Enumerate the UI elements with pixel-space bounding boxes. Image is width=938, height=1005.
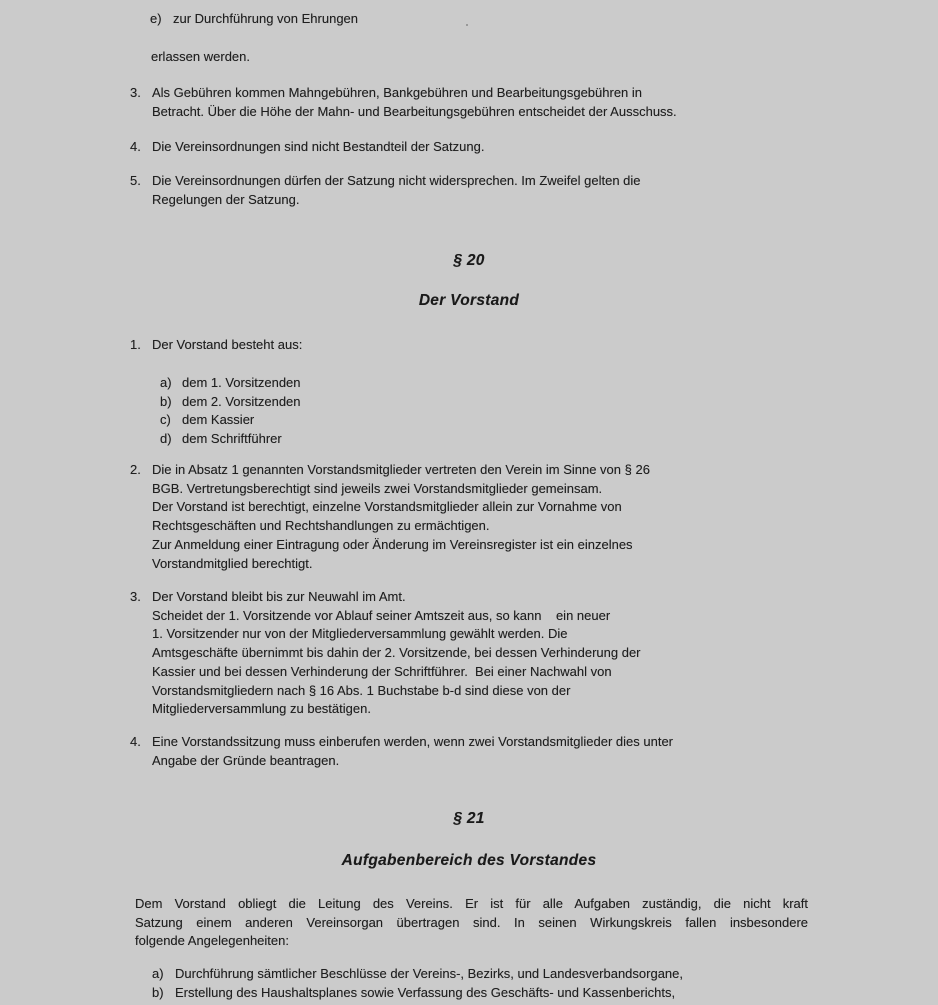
section-21-title: Aufgabenbereich des Vorstandes [341,852,597,869]
list-marker: c) [160,412,171,428]
list-marker: d) [160,431,172,447]
text-line: Dem Vorstand obliegt die Leitung des Vereins. Er ist für alle Aufgaben zuständig, die nicht kraft [135,896,808,911]
text-line: Vorstandmitglied berechtigt. [152,555,313,571]
list-marker: 4. [130,139,141,154]
list-item-5 [130,172,920,209]
list-item-4-meeting [130,733,920,770]
list-marker: 5. [130,173,141,188]
text-line: Der Vorstand ist berechtigt, einzelne Vorstandsmitglieder allein zur Vornahme von [152,499,622,515]
sub-item-d [160,430,301,449]
text-line: Regelungen der Satzung. [152,191,300,207]
list-item-4 [130,138,920,157]
text-line: Erstellung des Haushaltsplanes sowie Verfassung des Geschäfts- und Kassenberichts, [175,985,676,1000]
sub-item-21-a [152,965,932,984]
list-marker: a) [152,966,164,981]
text-line: Der Vorstand besteht aus: [152,337,303,352]
text-line: Scheidet der 1. Vorsitzende vor Ablauf seiner Amtszeit aus, so kann ein neuer [152,607,611,623]
list-item-3-term [130,588,920,719]
text-line: Als Gebühren kommen Mahngebühren, Bankgebühren und Bearbeitungsgebühren in [152,85,643,100]
text-line: Vorstandsmitgliedern nach § 16 Abs. 1 Buchstabe b-d sind diese von der [152,682,571,698]
list-marker: 1. [130,337,141,352]
list-marker: e) [150,11,162,26]
text-line: Betracht. Über die Höhe der Mahn- und Bearbeitungsgebühren entscheidet der Ausschuss. [152,103,677,119]
section-20-title: Der Vorstand [418,292,520,309]
closing-line: erlassen werden. [151,49,250,64]
list-marker: 4. [130,734,141,749]
text-line: dem 1. Vorsitzenden [182,375,301,390]
list-marker: a) [160,375,172,390]
list-marker: b) [160,393,172,409]
list-marker: 2. [130,462,141,477]
list-marker: 3. [130,589,141,604]
text-line: Angabe der Gründe beantragen. [152,752,340,768]
text-line: Die Vereinsordnungen dürfen der Satzung nicht widersprechen. Im Zweifel gelten die [152,173,641,188]
text-line: BGB. Vertretungsberechtigt sind jeweils zwei Vorstandsmitglieder gemeinsam. [152,480,603,496]
text-line: Eine Vorstandssitzung muss einberufen werden, wenn zwei Vorstandsmitglieder dies unter [152,734,674,749]
list-marker: 3. [130,85,141,100]
sub-item-21-b [152,984,932,1003]
text-line: Mitgliederversammlung zu bestätigen. [152,701,371,717]
sub-item-c [160,411,301,430]
section-21-number: § 21 [453,810,485,827]
text-line: Kassier und bei dessen Verhinderung der Schriftführer. Bei einer Nachwahl von [152,663,612,679]
text-line: Die in Absatz 1 genannten Vorstandsmitglieder vertreten den Verein im Sinne von § 26 [152,462,650,477]
text-line: dem 2. Vorsitzenden [182,393,301,409]
text-line: Amtsgeschäfte übernimmt bis dahin der 2. Vorsitzende, bei dessen Verhinderung der [152,645,641,661]
sublist-board-members [160,374,301,449]
text-line: Der Vorstand bleibt bis zur Neuwahl im Amt. [152,589,406,604]
sub-item-a [160,374,301,393]
text-line: Durchführung sämtlicher Beschlüsse der Vereins-, Bezirks, und Landesverbandsorgane, [175,966,683,981]
text-line: Satzung einem anderen Vereinsorgan übertragen sind. In seinen Wirkungskreis fallen insbesondere [135,914,808,930]
text-line: Die Vereinsordnungen sind nicht Bestandteil der Satzung. [152,139,485,154]
section-20-number: § 20 [453,252,485,269]
text-line: dem Kassier [182,412,255,428]
sub-item-b [160,393,301,412]
list-item-3 [130,84,920,121]
text-line: Zur Anmeldung einer Eintragung oder Änderung im Vereinsregister ist ein einzelnes [152,536,633,552]
text-line: zur Durchführung von Ehrungen [173,11,359,26]
text-line: Rechtsgeschäften und Rechtshandlungen zu ermächtigen. [152,518,490,534]
text-line: dem Schriftführer [182,431,282,447]
text-line: folgende Angelegenheiten: [135,933,289,949]
text-line: 1. Vorsitzender nur von der Mitgliederversammlung gewählt werden. Die [152,626,568,642]
list-marker: b) [152,985,164,1000]
list-item-2-representation [130,461,920,573]
list-item-1 [130,336,302,355]
paragraph-21-intro [135,895,808,951]
list-item-e [150,10,358,29]
scan-artifact-dot [466,24,468,26]
